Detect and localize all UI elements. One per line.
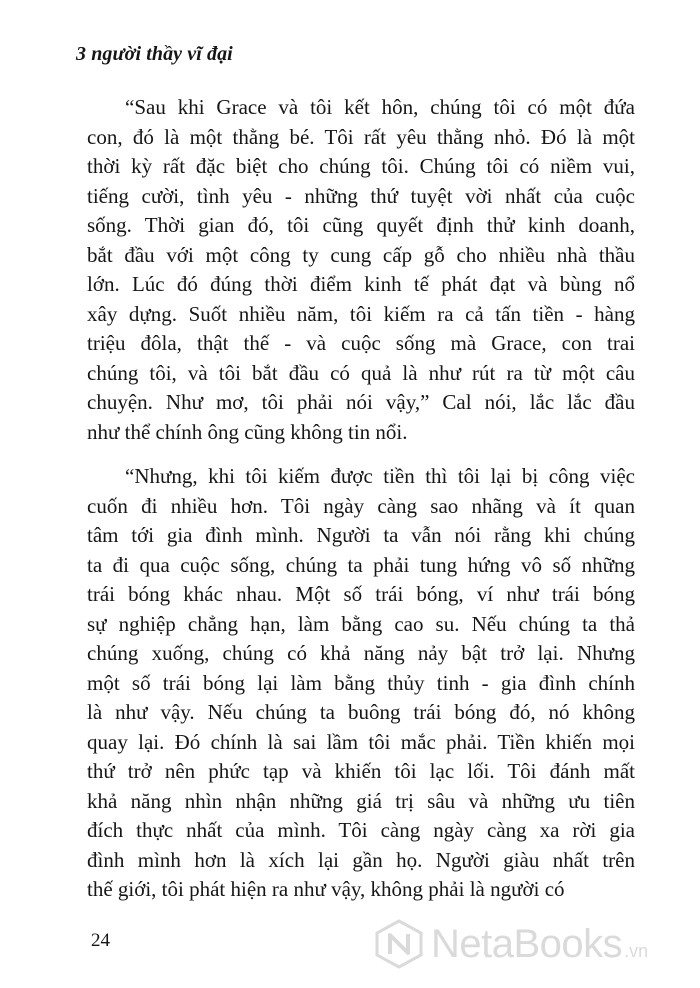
text-line: đình mình hơn là xích lại gần họ. Người giàu nhất trên: [87, 847, 635, 872]
text-line: đích thực nhất của mình. Tôi càng ngày càng xa rời gia: [87, 818, 635, 842]
text-line: sự nghiệp chẳng hạn, làm bằng cao su. Nếu chúng ta thả: [87, 611, 635, 636]
text-line: trái bóng khác nhau. Một số trái bóng, ví như trái bóng: [87, 582, 635, 606]
text-line: khả năng nhìn nhận những giá trị sâu và những ưu tiên: [87, 788, 635, 813]
text-line: quay lại. Đó chính là sai lầm tôi mắc phải. Tiền khiến mọi: [87, 729, 635, 754]
text-line: tiếng cười, tình yêu - những thứ tuyệt vời nhất của cuộc: [87, 183, 635, 208]
text-line: chuyện. Như mơ, tôi phải nói vậy,” Cal nói, lắc lắc đầu: [87, 390, 635, 414]
body-text: [87, 93, 635, 905]
text-line: xây dựng. Suốt nhiều năm, tôi kiếm ra cả tấn tiền - hàng: [87, 301, 635, 326]
text-line: như thể chính ông cũng không tin nổi.: [87, 419, 408, 444]
running-header: 3 người thầy vĩ đại: [76, 43, 233, 65]
watermark: [373, 915, 693, 973]
paragraph: [87, 462, 635, 905]
text-line: tâm tới gia đình mình. Người ta vẫn nói rằng khi chúng: [87, 523, 635, 547]
text-line: ta đi qua cuộc sống, chúng ta phải tung hứng vô số những: [87, 552, 635, 577]
text-line: triệu đôla, thật thế - và cuộc sống mà Grace, con trai: [87, 331, 635, 355]
netabooks-logo-icon: [373, 918, 425, 970]
watermark-text: NetaBooks: [431, 921, 623, 966]
watermark-suffix: .vn: [624, 940, 649, 961]
page-number: 24: [91, 930, 110, 951]
text-line: thế giới, tôi phát hiện ra như vậy, không phải là người có: [87, 877, 565, 901]
text-line: chúng tôi, và tôi bắt đầu có quả là như rút ra từ một câu: [87, 360, 635, 385]
text-line: con, đó là một thằng bé. Tôi rất yêu thằng nhỏ. Đó là một: [87, 124, 635, 149]
text-line: cuốn đi nhiều hơn. Tôi ngày càng sao nhãng và ít quan: [87, 493, 635, 518]
text-line: là như vậy. Nếu chúng ta buông trái bóng đó, nó không: [87, 700, 635, 724]
text-line: lớn. Lúc đó đúng thời điểm kinh tế phát đạt và bùng nổ: [87, 272, 635, 296]
text-line: sống. Thời gian đó, tôi cũng quyết định thử kinh doanh,: [87, 213, 635, 237]
paragraph: [87, 93, 635, 447]
text-line: “Sau khi Grace và tôi kết hôn, chúng tôi có một đứa: [125, 95, 635, 119]
text-line: bắt đầu với một công ty cung cấp gỗ cho nhiều nhà thầu: [87, 242, 635, 267]
text-line: chúng xuống, chúng có khả năng nảy bật trở lại. Nhưng: [87, 641, 635, 665]
text-line: một số trái bóng lại làm bằng thủy tinh - gia đình chính: [87, 670, 635, 695]
text-line: “Nhưng, khi tôi kiếm được tiền thì tôi lại bị công việc: [125, 464, 635, 488]
text-line: thứ trở nên phức tạp và khiến tôi lạc lối. Tôi đánh mất: [87, 759, 635, 783]
text-line: thời kỳ rất đặc biệt cho chúng tôi. Chúng tôi có niềm vui,: [87, 154, 635, 178]
